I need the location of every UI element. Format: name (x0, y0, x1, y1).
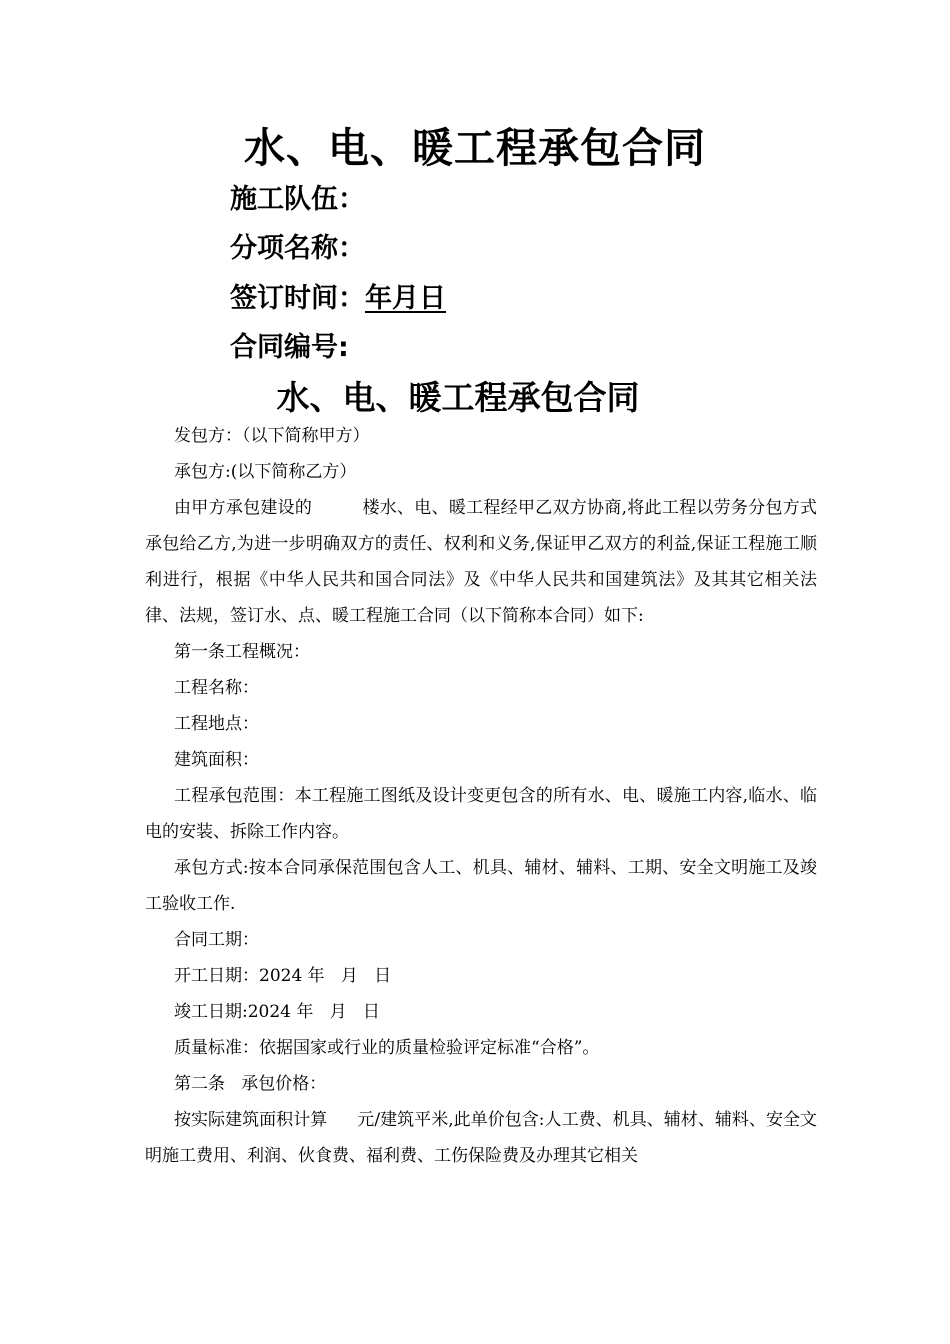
item-name-field (230, 229, 365, 269)
period-line: 合同工期： (174, 930, 259, 950)
article-2-heading: 第二条 承包价格： (174, 1074, 327, 1094)
cover-title: 水、电、暖工程承包合同 (244, 124, 706, 172)
method-paragraph: 承包方式:按本合同承保范围包含人工、机具、辅材、辅料、工期、安全文明施工及竣工验收工作. (145, 858, 817, 914)
end-date-line: 竣工日期:2024 年 月 日 (174, 1002, 380, 1022)
signing-date-value: 年月日 (365, 283, 446, 314)
project-location-line: 工程地点： (174, 714, 259, 734)
price-rest: 元/建筑平米,此单价包含:人工费、机具、辅材、辅料、安全文明施工费用、利润、伙食费、福利费、工伤保险费及办理其它相关 (145, 1110, 818, 1166)
contract-body (145, 418, 817, 1174)
party-a-line: 发包方：（以下简称甲方） (174, 426, 370, 446)
start-date-line: 开工日期：2024 年 月 日 (174, 966, 392, 986)
intro-start: 由甲方承包建设的 (174, 498, 313, 518)
construction-team-label: 施工队伍： (230, 184, 365, 215)
item-name-label: 分项名称： (230, 233, 365, 264)
contract-number-field (230, 328, 349, 368)
contract-number-label: 合同编号: (230, 332, 349, 363)
contract-title: 水、电、暖工程承包合同 (276, 378, 640, 417)
building-area-line: 建筑面积： (174, 750, 259, 770)
price-paragraph (145, 1102, 817, 1174)
scope-paragraph: 工程承包范围：本工程施工图纸及设计变更包含的所有水、电、暖施工内容,临水、临电的安装、拆除工作内容。 (145, 786, 817, 842)
intro-rest: 楼水、电、暖工程经甲乙双方协商,将此工程以劳务分包方式承包给乙方,为进一步明确双方的责任、权利和义务,保证甲乙双方的利益,保证工程施工顺利进行，根据《中华人民共和国合同法》及《中华人民共和国建筑法》及其其它相关法律、法规，签订水、点、暖工程施工合同（以下简称本合同）如下: (145, 498, 818, 626)
price-start: 按实际建筑面积计算 (174, 1110, 328, 1130)
article-1-heading: 第一条工程概况： (174, 642, 310, 662)
quality-line: 质量标准：依据国家或行业的质量检验评定标准“合格”。 (174, 1038, 600, 1058)
construction-team-field (230, 180, 365, 220)
project-name-line: 工程名称： (174, 678, 259, 698)
party-b-line: 承包方:(以下简称乙方） (174, 462, 357, 482)
signing-date-label: 签订时间： (230, 283, 365, 314)
signing-date-field (230, 279, 446, 319)
intro-paragraph (145, 490, 817, 634)
